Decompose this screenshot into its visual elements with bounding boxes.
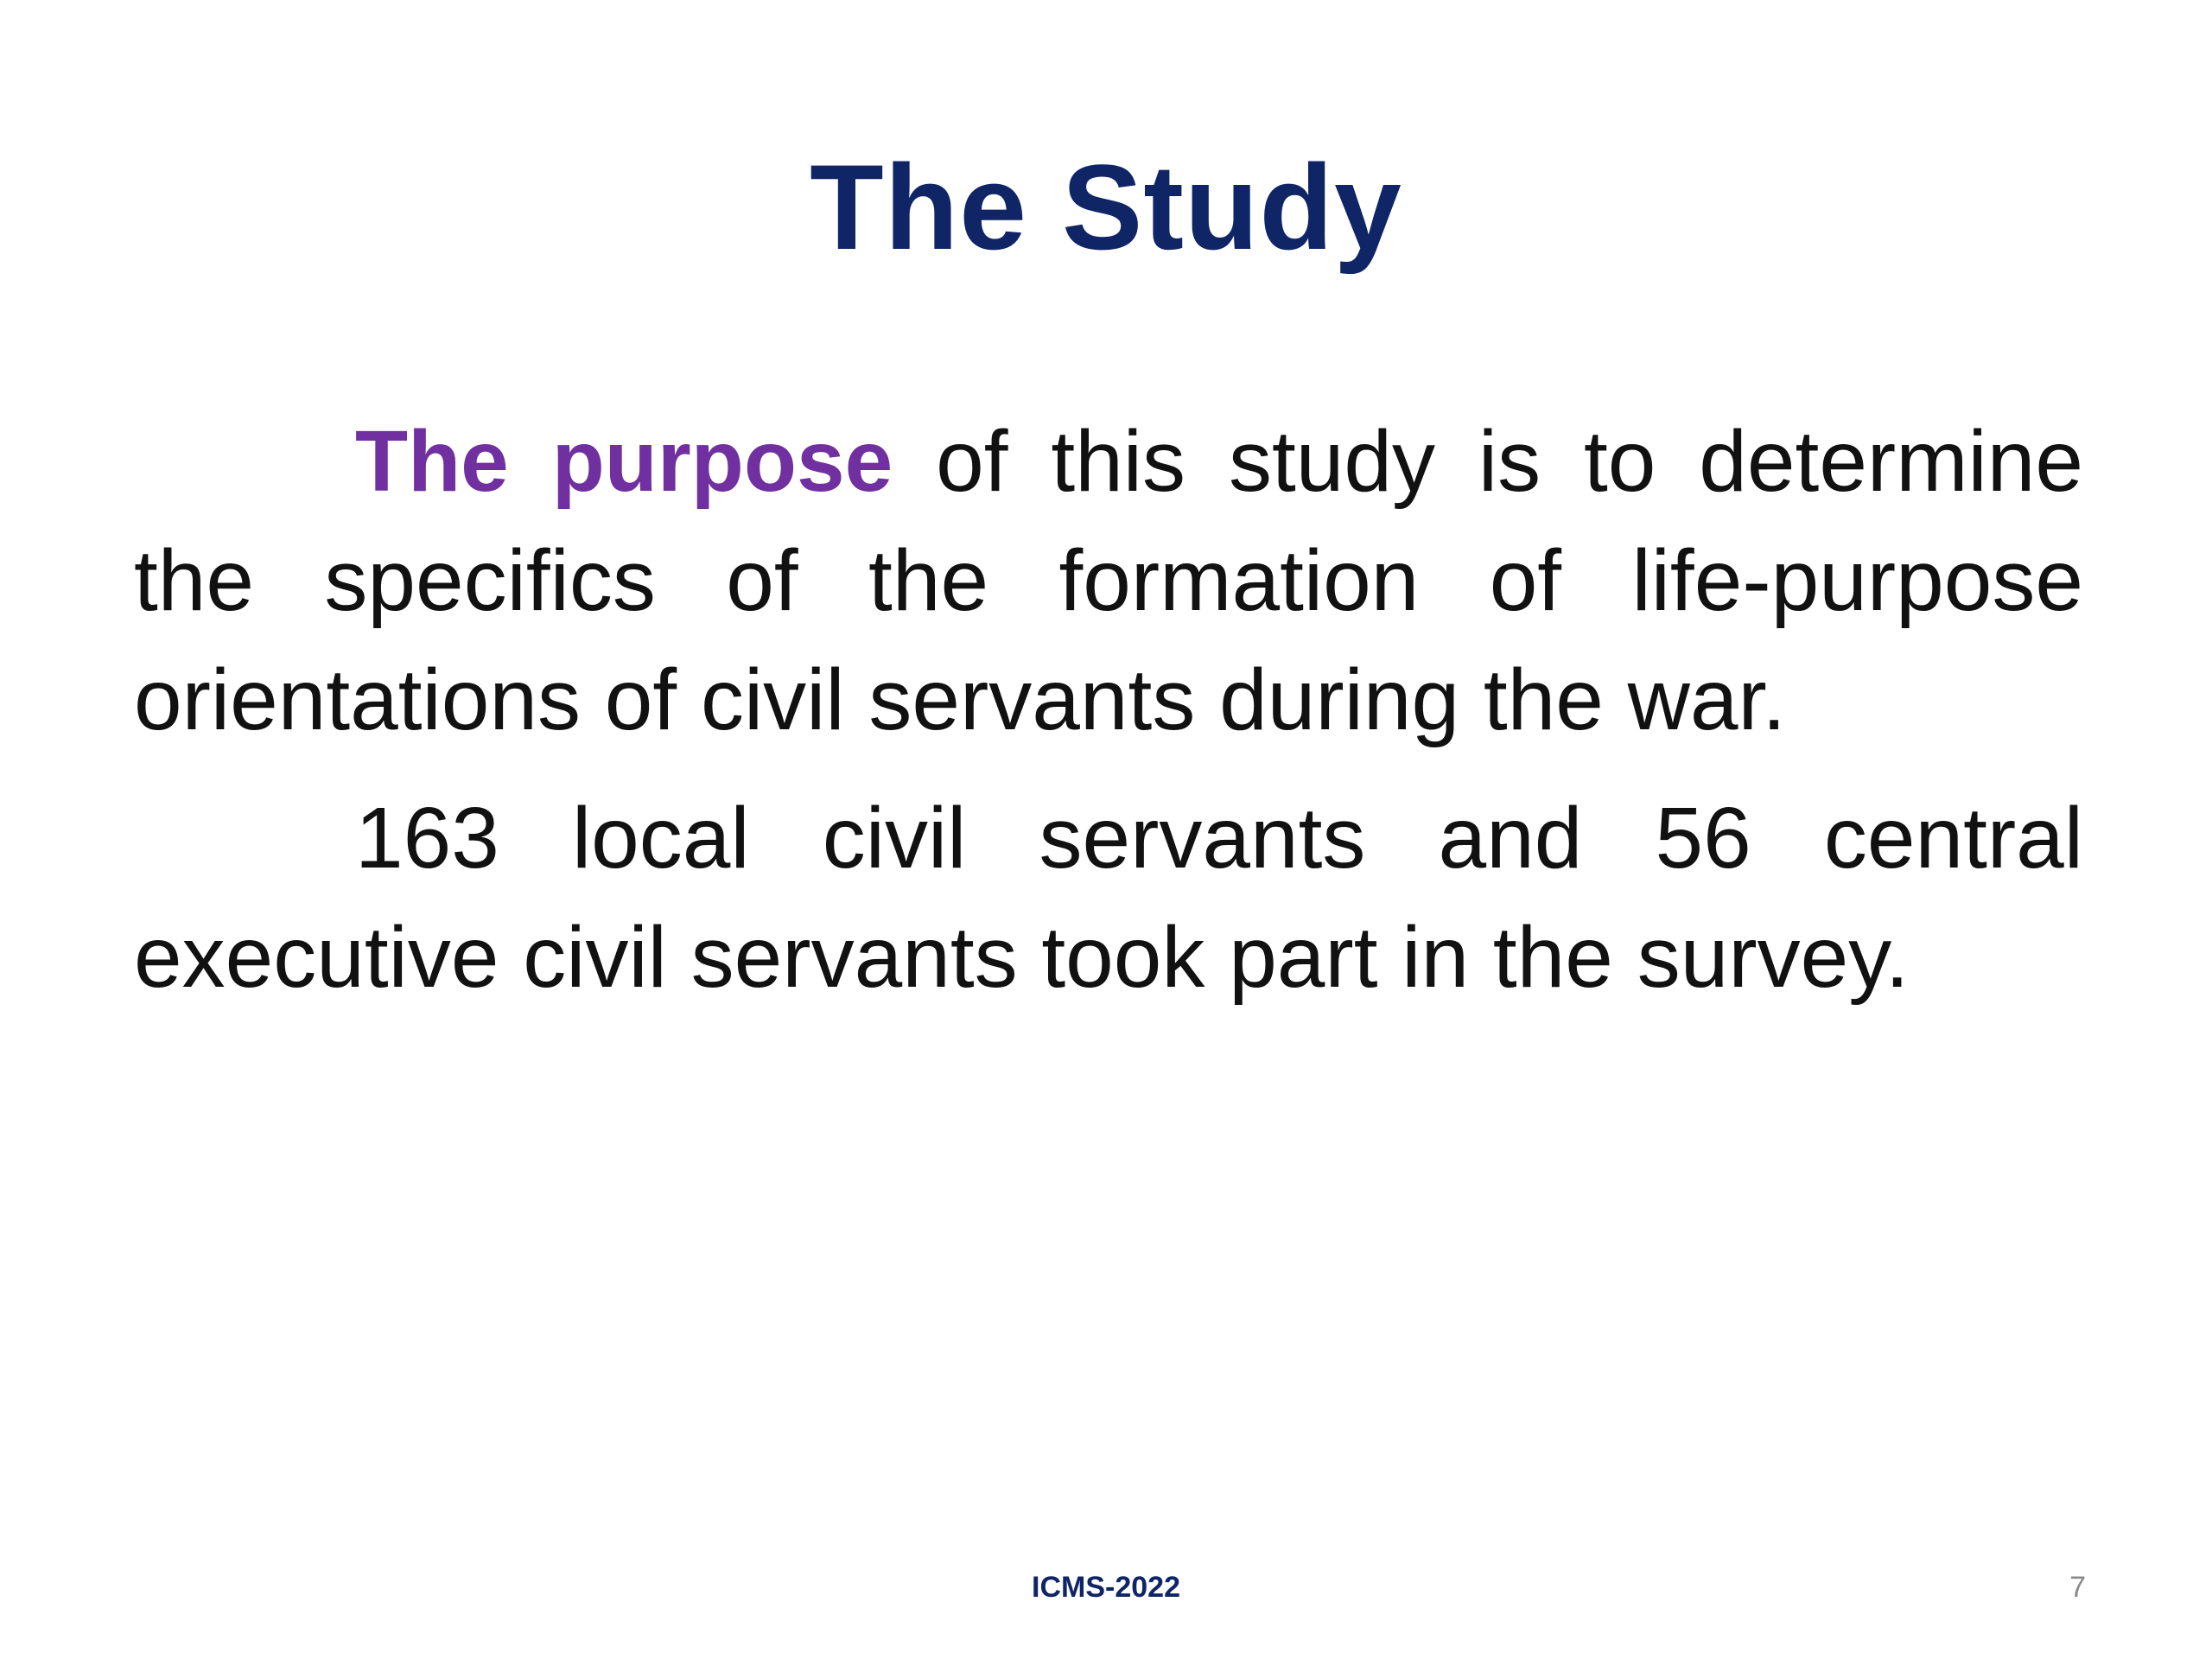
- survey-text: 163 local civil servants and 56 central executive civil servants took part in the survey.: [134, 790, 2083, 1006]
- purpose-emphasis: The purpose: [355, 413, 893, 510]
- survey-paragraph: [134, 779, 2083, 1017]
- purpose-paragraph: [134, 402, 2083, 760]
- slide-body: [134, 402, 2083, 1036]
- page-number: 7: [2069, 1571, 2086, 1604]
- footer-conference: ICMS-2022: [1032, 1571, 1180, 1604]
- slide-title: The Study: [810, 139, 1402, 275]
- purpose-text: of this study is to determine the specifics of the formation of life-purpose orientations of civil servants during the war.: [134, 413, 2083, 748]
